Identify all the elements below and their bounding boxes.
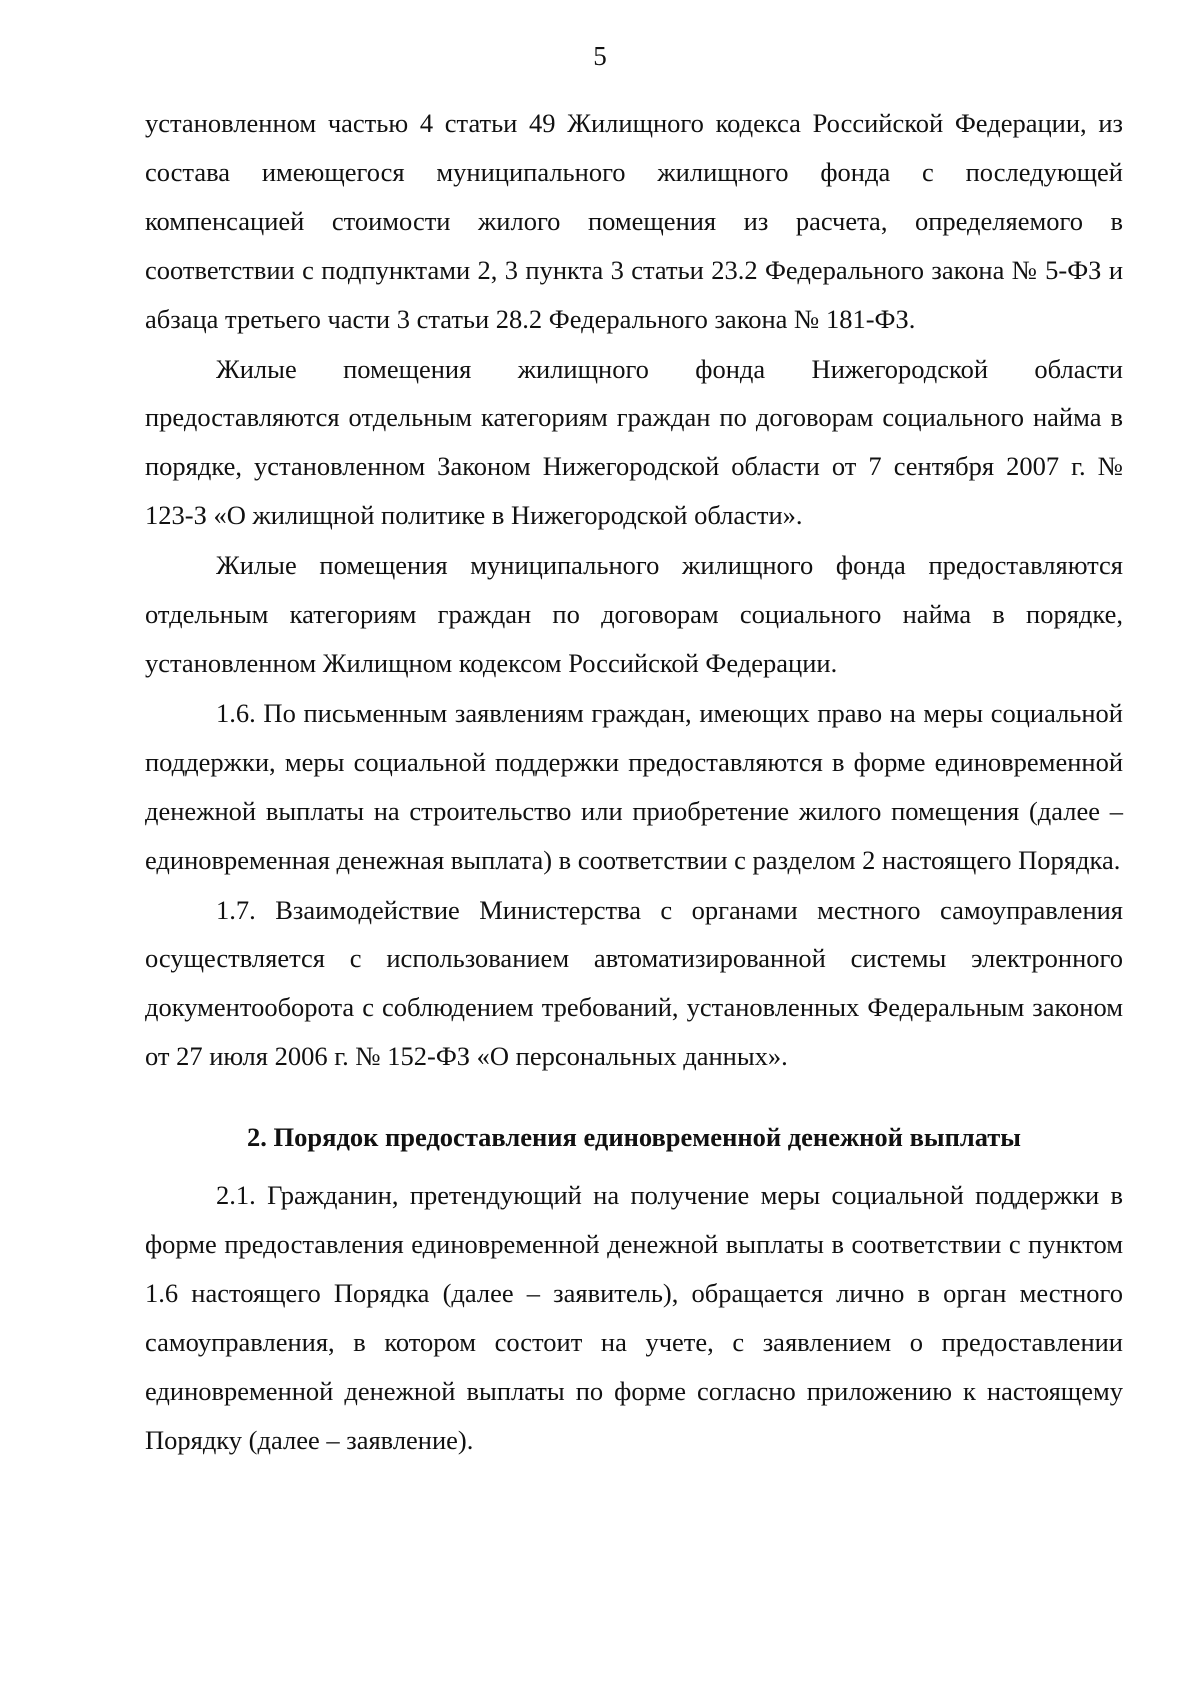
paragraph-regional-housing: Жилые помещения жилищного фонда Нижегородской области предоставляются отдельным категориям граждан по договорам социального найма в порядке, установленном Законом Нижегородской области от 7 сентября 2007 г. № 123-З «О жилищной политике в Нижегородской области». bbox=[145, 353, 1123, 531]
page-number: 5 bbox=[593, 41, 607, 71]
paragraph-municipal-housing: Жилые помещения муниципального жилищного фонда предоставляются отдельным категориям граждан по договорам социального найма в порядке, установленном Жилищном кодексом Российской Федерации. bbox=[145, 550, 1123, 678]
document-body bbox=[145, 99, 1123, 1464]
paragraph-1-7: 1.7. Взаимодействие Министерства с органами местного самоуправления осуществляется с использованием автоматизированной системы электронного документооборота с соблюдением требований, установленных Федеральным законом от 27 июля 2006 г. № 152-ФЗ «О персональных данных». bbox=[145, 894, 1123, 1072]
section-heading: 2. Порядок предоставления единовременной денежной выплаты bbox=[247, 1122, 1021, 1153]
paragraph-1-6: 1.6. По письменным заявлениям граждан, имеющих право на меры социальной поддержки, меры социальной поддержки предоставляются в форме единовременной денежной выплаты на строительство или приобретение жилого помещения (далее – единовременная денежная выплата) в соответствии с разделом 2 настоящего Порядка. bbox=[145, 697, 1123, 875]
paragraph-continuation: установленном частью 4 статьи 49 Жилищного кодекса Российской Федерации, из состава имеющегося муниципального жилищного фонда с последующей компенсацией стоимости жилого помещения из расчета, определяемого в соответствии с подпунктами 2, 3 пункта 3 статьи 23.2 Федерального закона № 5-ФЗ и абзаца третьего части 3 статьи 28.2 Федерального закона № 181-ФЗ. bbox=[145, 108, 1123, 334]
paragraph-2-1: 2.1. Гражданин, претендующий на получение меры социальной поддержки в форме предоставления единовременной денежной выплаты в соответствии с пунктом 1.6 настоящего Порядка (далее – заявитель), обращается лично в орган местного самоуправления, в котором состоит на учете, с заявлением о предоставлении единовременной денежной выплаты по форме согласно приложению к настоящему Порядку (далее – заявление). bbox=[145, 1180, 1123, 1455]
